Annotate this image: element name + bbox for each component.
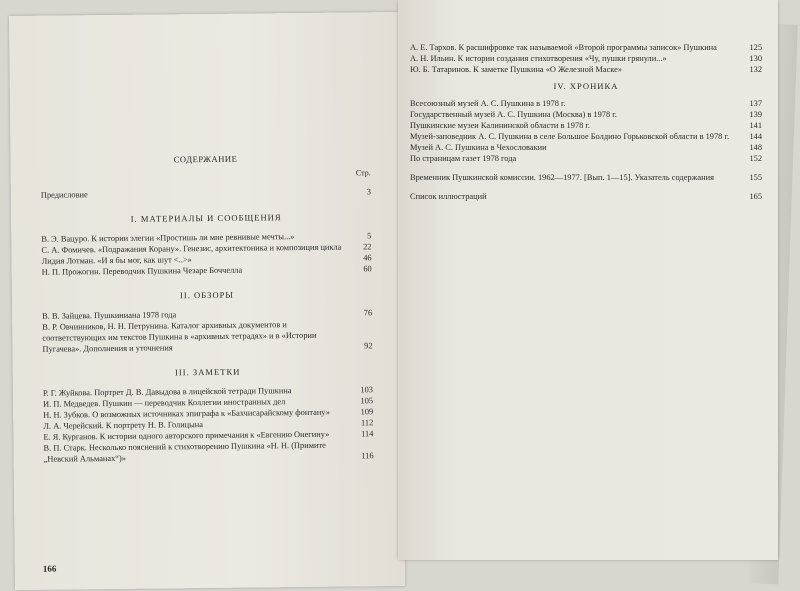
toc-entry-text: Предисловие <box>40 190 88 200</box>
toc-entry-text: Список иллюстраций <box>410 192 487 201</box>
toc-entry-text: В. П. Старк. Несколько пояснений к стихотворению Пушкина «Н. Н. (Примите „Невский Альманах“)» <box>43 440 326 464</box>
toc-entry <box>43 439 373 464</box>
toc-entry <box>410 191 762 202</box>
section-heading-reviews: II. ОБЗОРЫ <box>179 289 234 301</box>
toc-entry-text: Государственный музей А. С. Пушкина (Москва) в 1978 г. <box>410 110 617 119</box>
page-folio: 166 <box>42 563 57 574</box>
toc-entry-text: Музей-заповедник А. С. Пушкина в селе Большое Болдино Горьковской области в 1978 г. <box>410 132 730 141</box>
toc-entry <box>410 172 762 183</box>
toc-entry-text: Р. Г. Жуйкова. Портрет Д. В. Давыдова в лицейской тетради Пушкина <box>42 386 292 398</box>
toc-entry-page: 5 <box>367 231 372 241</box>
toc-entry-page: 114 <box>361 429 374 439</box>
toc-entry <box>410 53 762 64</box>
toc-entry-page: 155 <box>749 173 762 182</box>
toc-entry-text: А. Е. Тархов. К расшифровке так называемой «Второй программы записок» Пушкина <box>410 43 717 52</box>
toc-entry <box>410 109 762 120</box>
toc-entry-text: В. Э. Вацуро. К истории элегии «Простишь ли мне ревнивые мечты...» <box>41 232 295 244</box>
toc-entry-page: 132 <box>749 65 762 74</box>
toc-entry-page: 148 <box>749 143 762 152</box>
toc-entry-text: И. П. Медведев. Пушкин — переводчик Коллегии иностранных дел <box>43 397 286 409</box>
toc-entry-text: А. Н. Ильин. К истории создания стихотворения «Чу, пушки грянули...» <box>410 54 667 63</box>
toc-entry-page: 137 <box>749 99 762 108</box>
section-heading-notes: III. ЗАМЕТКИ <box>174 366 241 378</box>
toc-entry-page: 112 <box>360 418 374 428</box>
toc-entry-text: В. Р. Овчинников, Н. Н. Петрунина. Каталог архивных документов и соответствующих им текстов Пушкина в «архивных тетрадях» и в «Истории Пугачева». Дополнения и уточнения <box>42 320 317 354</box>
toc-entry <box>42 263 372 277</box>
toc-entry-text: В. В. Зайцева. Пушкиниана 1978 года <box>42 310 177 321</box>
left-toc <box>40 152 373 464</box>
toc-entry-page: 141 <box>749 121 762 130</box>
section-heading-chronicle: IV. ХРОНИКА <box>553 81 619 91</box>
toc-entry-text: Временник Пушкинской комиссии. 1962—1977. [Вып. 1—15]. Указатель содержания <box>410 173 714 182</box>
page-column-label: Стр. <box>355 168 371 178</box>
toc-entry <box>410 120 762 131</box>
toc-entry-page: 139 <box>749 110 762 119</box>
toc-entry-text: Лидия Лотман. «И я бы мог, как шут <..>» <box>41 255 192 266</box>
toc-entry <box>410 64 762 75</box>
toc-entry <box>42 318 372 354</box>
toc-entry-page: 116 <box>361 451 374 461</box>
toc-entry-page: 125 <box>749 43 762 52</box>
section-heading-materials: I. МАТЕРИАЛЫ И СООБЩЕНИЯ <box>130 212 282 224</box>
toc-entry <box>410 153 762 164</box>
toc-entry-page: 103 <box>360 385 373 395</box>
toc-entry-page: 3 <box>366 187 371 197</box>
right-toc <box>410 42 762 202</box>
toc-entry-page: 109 <box>360 407 374 417</box>
toc-entry-text: Музей А. С. Пушкина в Чехословакии <box>410 143 547 152</box>
toc-entry-text: Всесоюзный музей А. С. Пушкина в 1978 г. <box>410 99 566 108</box>
toc-entry <box>410 131 762 142</box>
toc-entry-preface <box>41 186 371 200</box>
toc-entry-text: Е. Я. Курганов. К истории одного авторского примечания к «Евгению Онегину» <box>43 429 330 442</box>
toc-entry-page: 22 <box>363 242 372 252</box>
toc-entry-page: 92 <box>364 341 373 351</box>
toc-entry-page: 60 <box>363 264 372 274</box>
left-page <box>9 12 405 590</box>
toc-entry <box>410 98 762 109</box>
toc-entry-page: 105 <box>360 396 374 406</box>
toc-entry-text: По страницам газет 1978 года <box>410 154 517 163</box>
toc-entry-page: 152 <box>749 154 762 163</box>
toc-entry-page: 46 <box>363 253 372 263</box>
right-page <box>398 0 778 560</box>
toc-entry <box>410 42 762 53</box>
toc-entry-page: 76 <box>363 308 373 318</box>
toc-entry-text: Н. Н. Зубков. О возможных источниках эпиграфа к «Бахчисарайскому фонтану» <box>43 407 330 420</box>
toc-entry <box>410 142 762 153</box>
toc-entry-text: Ю. Б. Татаринов. К заметке Пушкина «О Железной Маске» <box>410 65 623 74</box>
toc-entry-page: 130 <box>749 54 762 63</box>
toc-entry-text: Пушкинские музеи Калининской области в 1978 г. <box>410 121 590 130</box>
toc-entry-text: С. А. Фомичев. «Подражания Корану». Генезис, архитектоника и композиция цикла <box>41 242 342 255</box>
toc-entry-page: 165 <box>749 192 762 201</box>
toc-entry-text: Н. П. Прожогин. Переводчик Пушкина Чезаре Боччелла <box>41 265 243 277</box>
toc-entry-text: Л. А. Черейский. К портрету Н. В. Голицына <box>43 420 204 431</box>
contents-title: СОДЕРЖАНИЕ <box>173 153 238 165</box>
toc-entry-page: 144 <box>749 132 762 141</box>
